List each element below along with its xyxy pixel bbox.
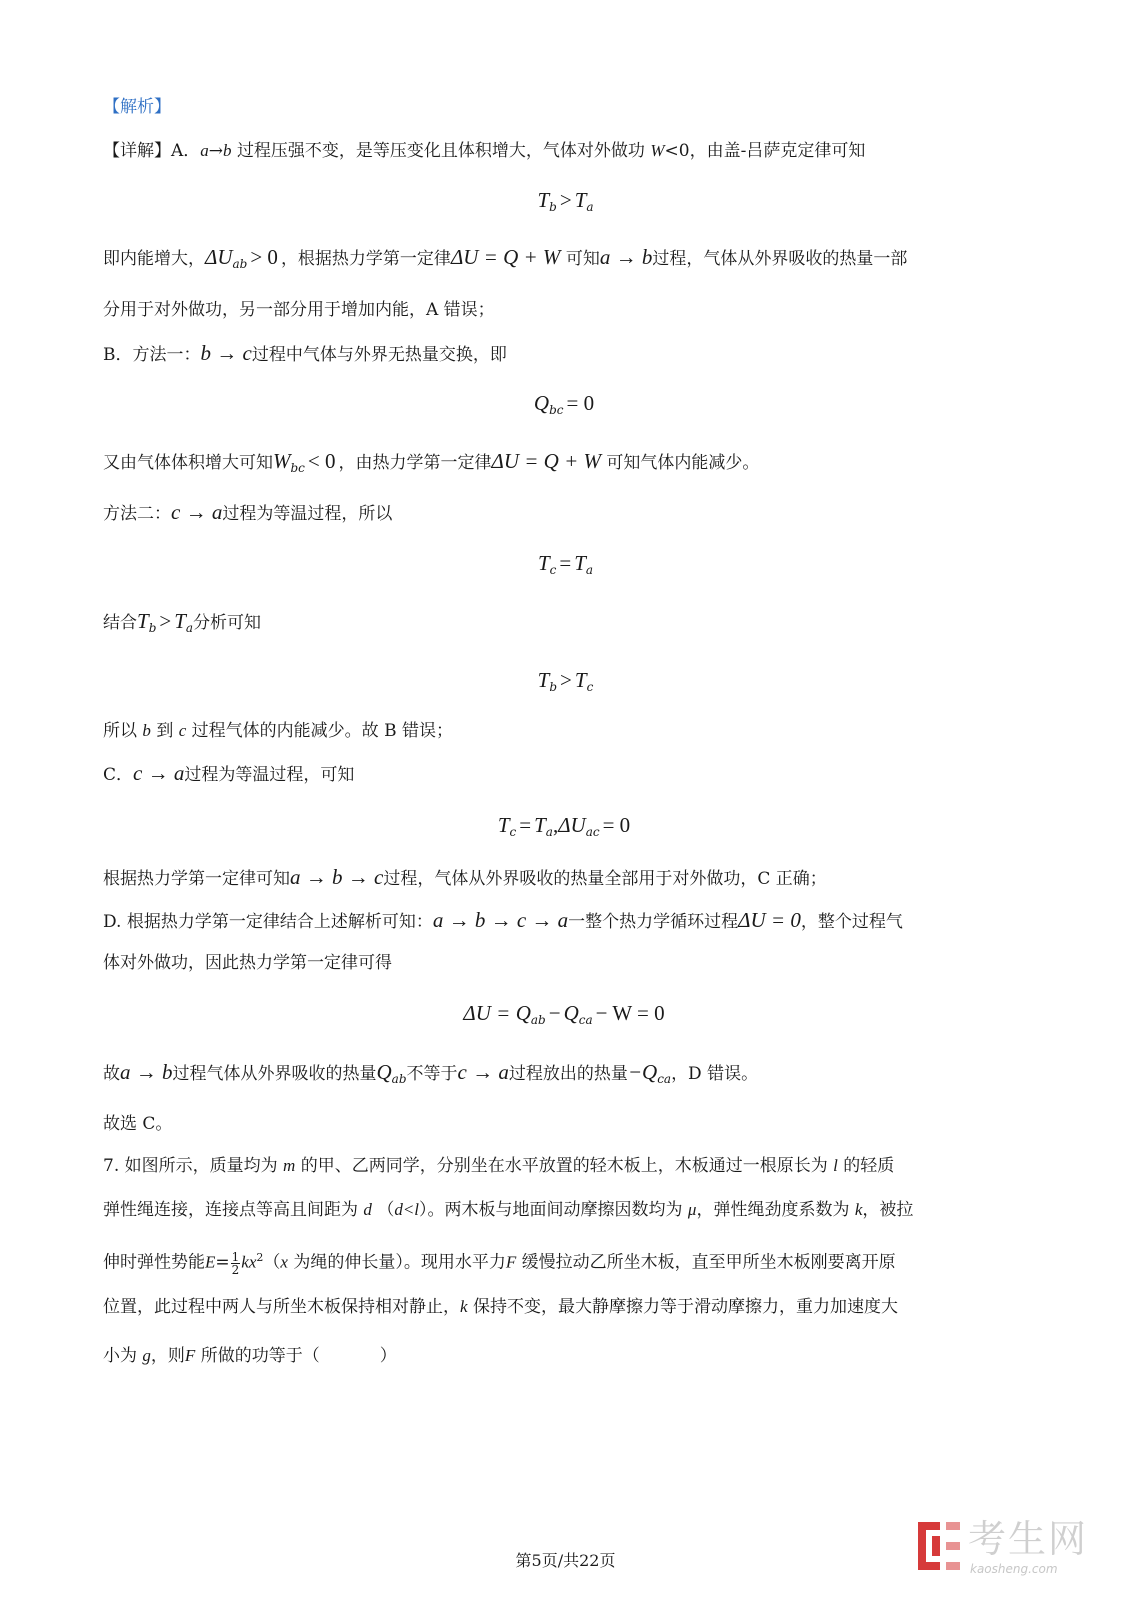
detail-line-a1: 【详解】A．a→b 过程压强不变，是等压变化且体积增大，气体对外做功 W<0，由盖-吕萨克定律可知 — [103, 141, 866, 161]
detail-line-a3: 分用于对外做功，另一部分用于增加内能，A 错误； — [103, 300, 495, 320]
analysis-heading: 【解析】 — [103, 97, 171, 117]
equation-1: $T_b > T_a$ — [537, 188, 594, 214]
detail-label: 【详解】 — [103, 141, 171, 161]
watermark-name: 考生网 — [968, 1517, 1089, 1561]
question-7-line-4: 位置，此过程中两人与所坐木板保持相对静止，k 保持不变，最大静摩擦力等于滑动摩擦力，重力加速度大 — [103, 1297, 898, 1317]
final-choice: 故选 C。 — [103, 1114, 173, 1134]
equation-5: $T_c = T_a,\Delta U_{ac} = 0$ — [497, 813, 631, 839]
detail-line-c2: 根据热力学第一定律可知a → b → c过程，气体从外界吸收的热量全部用于对外做功，C 正确； — [103, 865, 827, 889]
question-7-line-1: 7. 如图所示，质量均为 m 的甲、乙两同学，分别坐在水平放置的轻木板上，木板通过一根原长为 l 的轻质 — [103, 1156, 895, 1176]
detail-line-b1: B．方法一：b → c过程中气体与外界无热量交换，即 — [103, 341, 507, 365]
kaosheng-logo-icon — [918, 1522, 960, 1570]
question-7-line-3: 伸时弹性势能E= $\frac{1}{2}$ $kx^2(x$ 为绳的伸长量）。现用水平力F 缓慢拉动乙所坐木板，直至甲所坐木板刚要离开原 — [103, 1249, 896, 1277]
detail-line-d1: D. 根据热力学第一定律结合上述解析可知：a → b → c → a一整个热力学循环过程ΔU = 0，整个过程气 — [103, 908, 903, 932]
equation-2: $Q_{bc} = 0$ — [533, 391, 595, 417]
detail-line-a2: 即内能增大，$\Delta U_{ab} > 0$ ，根据热力学第一定律ΔU = Q + W 可知a → b过程，气体从外界吸收的热量一部 — [103, 245, 908, 271]
watermark-url: kaosheng.com — [970, 1562, 1058, 1576]
question-7-line-5: 小为 g，则F 所做的功等于（ ） — [103, 1346, 397, 1366]
detail-line-b5: 所以 b 到 c 过程气体的内能减少。故 B 错误； — [103, 721, 453, 741]
detail-line-b2: 又由气体体积增大可知$W_{bc} < 0$ ，由热力学第一定律ΔU = Q + W 可知气体内能减少。 — [103, 449, 760, 475]
detail-line-c1: C．c → a过程为等温过程，可知 — [103, 761, 355, 785]
detail-line-b4: 结合$T_b > T_a$分析可知 — [103, 609, 262, 635]
equation-4: $T_b > T_c$ — [537, 668, 594, 694]
detail-line-d2: 体对外做功，因此热力学第一定律可得 — [103, 953, 392, 973]
equation-3: $T_c = T_a$ — [537, 551, 594, 577]
equation-6: $\Delta U = Q_{ab} - Q_{ca} - W = 0$ — [463, 1001, 665, 1027]
watermark — [918, 1518, 1098, 1584]
fraction-one-half: $\frac{1}{2}$ — [231, 1249, 240, 1277]
question-7-line-2: 弹性绳连接，连接点等高且间距为 d （d<l）。两木板与地面间动摩擦因数均为 μ，弹性绳劲度系数为 k，被拉 — [103, 1200, 914, 1220]
detail-line-b3: 方法二：c → a过程为等温过程，所以 — [103, 500, 393, 524]
detail-line-d3: 故a → b过程气体从外界吸收的热量$Q_{ab}$不等于c → a过程放出的热量$-Q_{ca}$，D 错误。 — [103, 1060, 759, 1086]
page-footer: 第5页/共22页 — [515, 1551, 616, 1570]
